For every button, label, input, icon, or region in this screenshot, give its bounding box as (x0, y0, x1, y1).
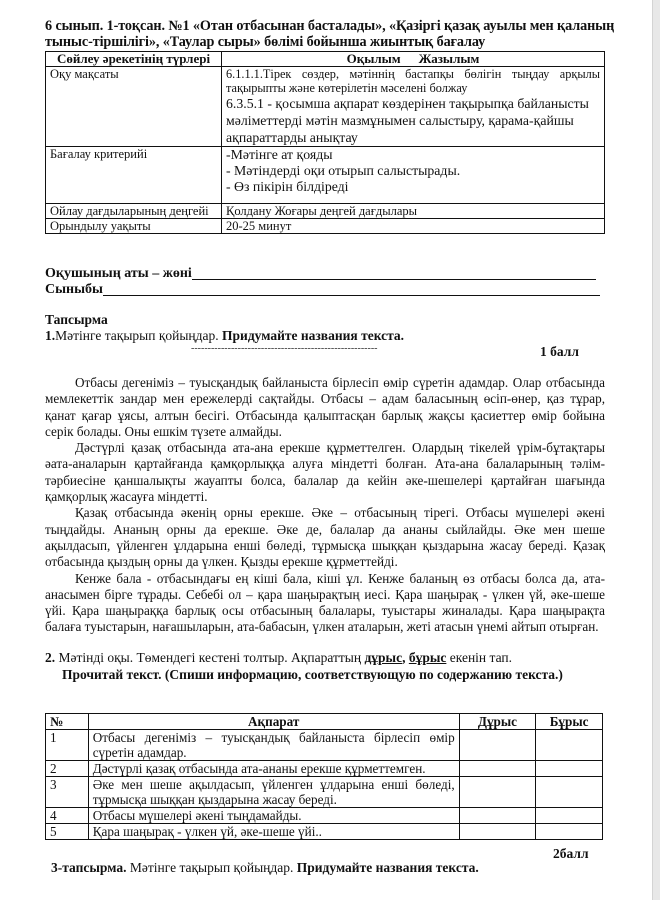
task-1-text-ru: Придумайте названия текста. (222, 328, 405, 343)
task-3-text-ru: Придумайте названия текста. (296, 860, 479, 875)
row-info: Отбасы дегеніміз – туысқандық байланыста бірлесіп өмір сүретін адамдар. (88, 730, 459, 761)
student-class-label: Сыныбы (45, 282, 103, 297)
false-cell[interactable] (536, 824, 603, 840)
table-row (46, 67, 605, 147)
criterion: - Өз пікірін білдіреді (226, 179, 349, 194)
row-label: Оқу мақсаты (46, 67, 222, 147)
false-cell[interactable] (536, 730, 603, 761)
document-title: 6 сынып. 1-тоқсан. №1 «Отан отбасынан басталады», «Қазіргі қазақ ауылы мен қаланың тыныс-тіршілігі», «Таулар сыры» бөлімі бойынша жиынтық бағалау (45, 18, 615, 50)
assessment-info-table (45, 51, 605, 234)
task-3-label: 3-тапсырма. (51, 860, 127, 875)
task-1-answer-line[interactable]: -------------------------------------------------------- (191, 343, 378, 354)
row-value (222, 67, 605, 147)
learning-objective: 6.1.1.1.Тірек сөздер, мәтіннің бастапқы бөлігін тыңдау арқылы тақырыпты және көтерілетін мәселені болжау (226, 67, 600, 95)
false-cell[interactable] (536, 761, 603, 777)
table-row (46, 761, 603, 777)
true-cell[interactable] (459, 761, 536, 777)
true-cell[interactable] (459, 824, 536, 840)
header-false: Бұрыс (536, 714, 603, 730)
true-false-table (45, 713, 603, 840)
header-skills (222, 52, 605, 67)
row-number: 4 (46, 808, 89, 824)
false-cell[interactable] (536, 777, 603, 808)
table-header-row (46, 52, 605, 67)
table-row (46, 147, 605, 204)
header-speech-activity: Сөйлеу әрекетінің түрлері (46, 52, 222, 67)
row-label: Орындылу уақыты (46, 219, 222, 234)
task-heading: Тапсырма (45, 312, 108, 327)
task-1-prompt (45, 328, 404, 344)
table-row (46, 824, 603, 840)
student-name-label: Оқушының аты – жөні (45, 266, 192, 281)
paragraph: Кенже бала - отбасындағы ең кіші бала, кіші ұл. Кенже баланың өз отбасы болса да, ата-анасымен бірге тұрады. Себебі ол – қара шаңырақтың иесі. Қара шаңырақ - үлкен үй, әке-шеше үйі. Қара шаңыраққа барлық осы отбасының балалары, туыстары жиналады. Қара шаңырақта балаға туыстарын, нағашыларын, ата-бабасын, үлкен аталарын, жеті атасын үнемі айтып отырған. (45, 570, 605, 635)
student-class-field[interactable] (45, 282, 600, 298)
row-number: 5 (46, 824, 89, 840)
criterion: -Мәтінге ат қояды (226, 147, 333, 162)
task-3-text-kz: Мәтінге тақырып қойыңдар. (126, 860, 297, 875)
student-name-field[interactable] (45, 266, 596, 282)
paragraph: Қазақ отбасында әкенің орны ерекше. Әке – отбасының тірегі. Отбасы мүшелері әкені тыңдайды. Ананың орны да ерекше. Әке де, балалар да ананы сыйлайды. Әке мен шеше ақылдасып, үйленген ұлдарына енші бөледі, тұрмысқа шыққан қыздарына жасау береді. Қазақ отбасында қыздың орны да үлкен. Қызды ерекше құрметтейді. (45, 505, 605, 570)
task-2-prompt (45, 649, 615, 683)
header-info: Ақпарат (88, 714, 459, 730)
table-header-row (46, 714, 603, 730)
task-1-points: 1 балл (540, 344, 579, 359)
task-2-text-end: екенін тап. (446, 650, 513, 665)
row-info: Отбасы мүшелері әкені тыңдамайды. (88, 808, 459, 824)
table-row (46, 219, 605, 234)
paragraph: Отбасы дегеніміз – туысқандық байланыста бірлесіп өмір сүретін адамдар. Олар отбасында мемлекеттік зандар мен ережелерді сақтайды. Отбасы – адам баласының өсіп-өнер, қаз тұрар, қанат қағар ұясы, алтын бесігі. Отбасында қалыптасқан барлық жақсы қасиеттер өмір бойына серік болады. Оны ешкім түзете алмайды. (45, 375, 605, 439)
task-2-points: 2балл (553, 846, 589, 861)
false-cell[interactable] (536, 808, 603, 824)
task-2-number: 2. (45, 650, 56, 665)
row-value: 20-25 минут (222, 219, 605, 234)
row-info: Әке мен шеше ақылдасып, үйленген ұлдарына енші бөледі, тұрмысқа шыққан қыздарына жасау береді. (88, 777, 459, 808)
criterion: - Мәтіндерді оқи отырып салыстырады. (226, 163, 461, 178)
student-name-line[interactable] (192, 266, 596, 280)
comma: , (402, 650, 409, 665)
scrollbar[interactable] (652, 0, 660, 900)
task-2-line-kz (45, 649, 615, 666)
row-value (222, 147, 605, 204)
row-number: 3 (46, 777, 89, 808)
task-1-text-kz: Мәтінге тақырып қойыңдар. (55, 328, 223, 343)
learning-objective: 6.3.5.1 - қосымша ақпарат көздерінен тақырыпқа байланысты мәліметтерді мәтін мазмұнымен салыстыру, қарама-қайшы ақпараттарды анықтау (226, 96, 589, 145)
header-writing: Жазылым (418, 51, 480, 66)
table-row (46, 730, 603, 761)
row-info: Дәстүрлі қазақ отбасында ата-ананы ерекше құрметтемген. (88, 761, 459, 777)
row-info: Қара шаңырақ - үлкен үй, әке-шеше үйі.. (88, 824, 459, 840)
true-cell[interactable] (459, 730, 536, 761)
task-1-number: 1. (45, 328, 56, 343)
table-row (46, 808, 603, 824)
table-row (46, 204, 605, 219)
student-class-line[interactable] (103, 282, 600, 296)
word-true: дұрыс (364, 650, 403, 665)
task-2-text: Мәтінді оқы. Төмендегі кестені толтыр. Ақпараттың (55, 650, 365, 665)
row-value: Қолдану Жоғары деңгей дағдылары (222, 204, 605, 219)
header-true: Дұрыс (459, 714, 536, 730)
row-number: 1 (46, 730, 89, 761)
true-cell[interactable] (459, 808, 536, 824)
word-false: бұрыс (408, 650, 447, 665)
header-number: № (46, 714, 89, 730)
true-cell[interactable] (459, 777, 536, 808)
reading-text (45, 375, 605, 636)
table-row (46, 777, 603, 808)
header-reading: Оқылым (346, 51, 401, 66)
task-3-prompt (51, 860, 479, 876)
paragraph: Дәстүрлі қазақ отбасында ата-ана ерекше құрметтелген. Олардың тікелей үрім-бұтақтары әата-аналарын қартайғанда қамқорлыққа алуға міндетті болған. Ата-ана балаларының тәлім-тәрбиесіне қаншалықты жауапты болса, балалар да кейін әке-шешелері қартайған шағында қамқорлық жасауға міндетті. (45, 440, 605, 505)
task-2-text-ru: Прочитай текст. (Спиши информацию, соответствующую по содержанию текста.) (62, 667, 563, 682)
row-label: Ойлау дағдыларының деңгейі (46, 204, 222, 219)
row-label: Бағалау критерийі (46, 147, 222, 204)
row-number: 2 (46, 761, 89, 777)
